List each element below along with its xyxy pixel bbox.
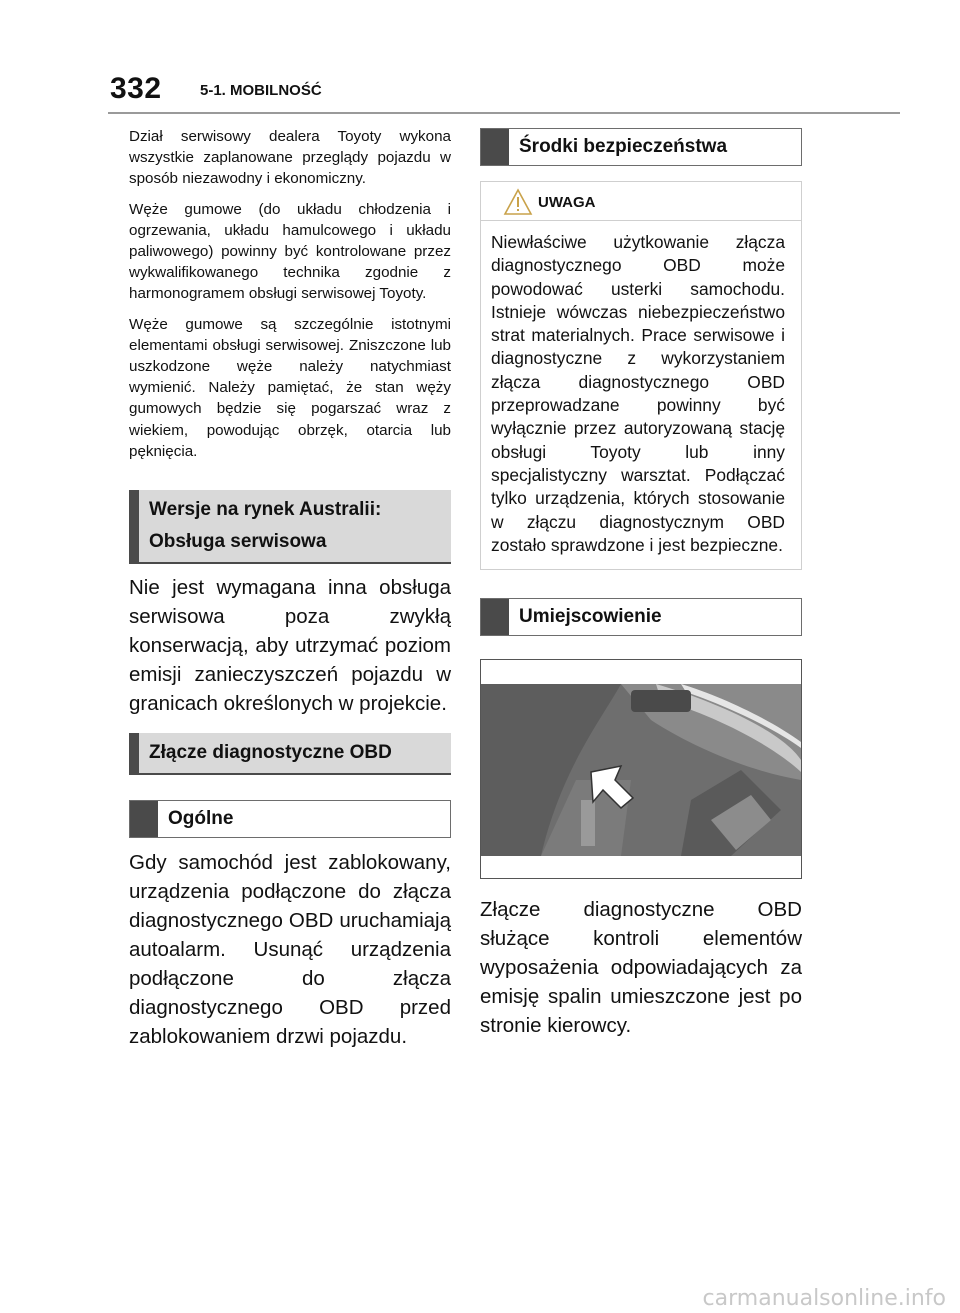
australia-heading-text: Wersje na rynek Australii: Obsługa serwisowa [149,499,382,553]
heading-marker [130,801,158,837]
obd-location-photo [480,659,802,879]
warning-box [480,181,802,570]
dealer-paragraph: Dział serwisowy dealera Toyoty wykona wszystkie zaplanowane przeglądy pojazdu w sposób niezawodny i ekonomiczny. [129,128,451,188]
warning-text: Niewłaściwe użytkowanie złącza diagnostycznego OBD może powodować usterki samochodu. Istnieje wówczas niebezpieczeństwo strat materialnych. Prace serwisowe i diagnostyczne z wykorzystaniem złącza diagnostycznego OBD przeprowadzane powinny być wyłącznie przez autoryzowaną stację obsługi Toyoty lub inny specjalistyczny warsztat. Podłączać tylko urządzenia, których stosowanie w złączu diagnostycznym OBD zostało sprawdzone i jest bezpieczne. [491,232,785,555]
left-column [129,126,451,1051]
warning-title: UWAGA [538,194,596,211]
warning-body [481,221,801,569]
safety-heading-text: Środki bezpieczeństwa [519,136,728,157]
location-heading-text: Umiejscowienie [519,606,662,628]
australia-paragraph: Nie jest wymagana inna obsługa serwisowa poza zwykłą konserwacją, aby utrzymać poziom emisji zanieczyszczeń pojazdu w granicach określonych w projekcie. [129,576,451,716]
hoses-paragraph: Węże gumowe (do układu chłodzenia i ogrzewania, układu hamulcowego i układu paliwowego) powinny być kontrolowane przez wykwalifikowanego technika zgodnie z harmonogramem obsługi serwisowej Toyoty. [129,200,451,303]
general-paragraph: Gdy samochód jest zablokowany, urządzenia podłączone do złącza diagnostycznego OBD uruchamiają autoalarm. Usunąć urządzenia podłączone do złącza diagnostycznego OBD przed zablokowaniem drzwi pojazdu. [129,851,451,1049]
heading-marker [129,733,139,773]
safety-heading [480,128,802,166]
warning-header [481,182,801,221]
general-heading-text: Ogólne [168,808,234,830]
location-heading [480,598,802,636]
header-divider [108,112,900,114]
warning-triangle-icon [503,188,533,221]
heading-marker [481,599,509,635]
heading-marker [129,490,139,562]
car-interior-illustration [481,660,801,878]
location-paragraph: Złącze diagnostyczne OBD służące kontroli elementów wyposażenia odpowiadających za emisję spalin umieszczone jest po stronie kierowcy. [480,898,802,1038]
hoses-wear-paragraph: Węże gumowe są szczególnie istotnymi elementami obsługi serwisowej. Zniszczone lub uszkodzone węże należy natychmiast wymienić. Należy pamiętać, że stan węży gumowych będzie się pogarszać wraz z wiekiem, powodując obrzęk, otarcia lub pęknięcia. [129,315,451,460]
obd-heading-text: Złącze diagnostyczne OBD [149,742,392,764]
general-heading [129,800,451,838]
right-column [480,126,802,1040]
page-number: 332 [110,72,162,105]
obd-heading [129,733,451,775]
heading-marker [481,129,509,165]
australia-heading [129,490,451,564]
section-title: 5-1. MOBILNOŚĆ [200,82,322,99]
watermark: carmanualsonline.info [702,1286,946,1311]
